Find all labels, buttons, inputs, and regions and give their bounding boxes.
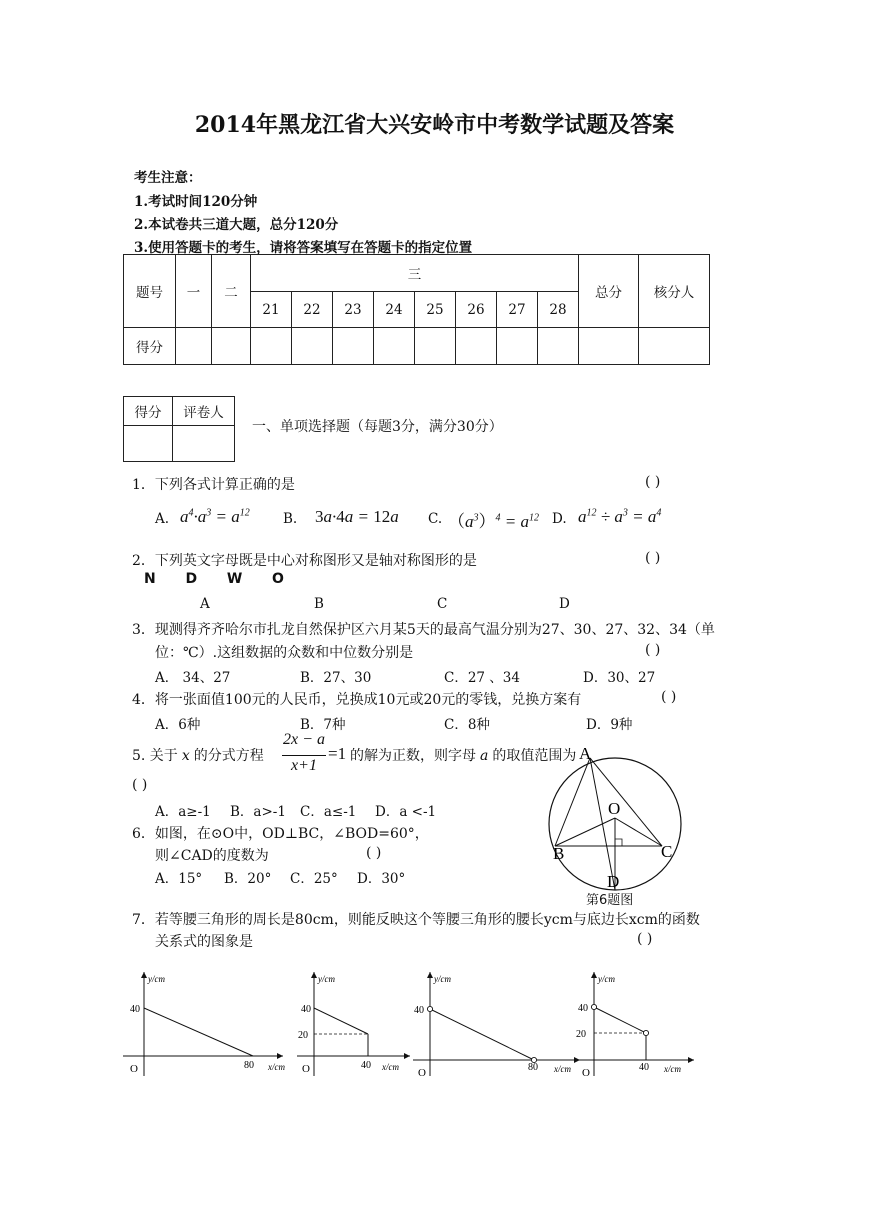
score-table-col-1: 一	[176, 255, 212, 328]
grader-name-cell	[173, 426, 235, 462]
score-cell	[456, 328, 497, 365]
label-d: D	[607, 872, 620, 891]
q3-option-a: A． 34、27	[155, 670, 231, 686]
score-cell	[538, 328, 579, 365]
label-b: B	[553, 844, 565, 863]
q5-equals: =1	[328, 744, 347, 763]
q6-option-c: C．25°	[290, 871, 338, 887]
score-table-col-3: 三	[251, 255, 579, 292]
x-axis-label: x/cm	[554, 1064, 571, 1074]
q2-answer-paren: ( )	[645, 550, 661, 566]
x-axis-label: x/cm	[268, 1062, 285, 1072]
score-cell	[333, 328, 374, 365]
score-table-checker: 核分人	[639, 255, 710, 328]
q4-option-d: D．9种	[586, 717, 633, 733]
score-table	[123, 254, 710, 365]
score-cell	[374, 328, 415, 365]
score-table-sub-25: 25	[415, 292, 456, 328]
x-axis-arrow	[277, 1053, 283, 1059]
q6-option-b: B．20°	[224, 871, 272, 887]
q2-option-d: D	[559, 596, 570, 612]
x-axis-arrow	[688, 1057, 694, 1063]
q7-graph-b	[292, 968, 412, 1078]
q5-stem-post	[350, 745, 576, 765]
notice-heading: 考生注意：	[134, 170, 202, 186]
open-point-start	[591, 1004, 596, 1009]
label-a: A	[579, 744, 592, 763]
q7-answer-paren: ( )	[637, 931, 653, 947]
q5-var-x: x	[181, 748, 190, 764]
score-table-sub-21: 21	[251, 292, 292, 328]
q6-figure-caption: 第6题图	[586, 893, 634, 908]
q4-stem: 4．将一张面值100元的人民币，兑换成10元或20元的零钱，兑换方案有	[132, 692, 582, 708]
q5-option-a: A．a≥-1	[155, 804, 211, 820]
tick-80: 80	[244, 1060, 254, 1071]
tick-40: 40	[301, 1004, 311, 1015]
segment-ab	[555, 758, 590, 846]
notice-item-2: 2.本试卷共三道大题，总分120分	[134, 217, 339, 233]
q5-pre: 5. 关于	[132, 748, 178, 764]
q6-line-2: 则∠CAD的度数为	[155, 848, 269, 864]
score-table-sub-27: 27	[497, 292, 538, 328]
graph-line	[144, 1008, 253, 1056]
q4-option-a: A．6种	[155, 717, 201, 733]
y-axis-label: y/cm	[598, 974, 615, 984]
q1-stem: 1．下列各式计算正确的是	[132, 477, 295, 493]
tick-80: 80	[528, 1062, 538, 1073]
q5-fraction-denominator: x+1	[291, 757, 317, 774]
q7-graph-a	[118, 968, 288, 1078]
tick-x-40: 40	[361, 1060, 371, 1071]
q5-var-a: a	[480, 748, 489, 764]
q3-answer-paren: ( )	[645, 642, 661, 658]
open-point-start	[427, 1006, 432, 1011]
score-cell	[212, 328, 251, 365]
segment-ac	[590, 758, 662, 846]
tick-20: 20	[298, 1030, 308, 1041]
q1-option-c-expr: $(a^3)^4 = a^{12}$	[448, 512, 539, 531]
tick-x-40: 40	[639, 1062, 649, 1073]
y-axis-label: y/cm	[434, 974, 451, 984]
score-table-sub-23: 23	[333, 292, 374, 328]
q7-line-2: 关系式的图象是	[155, 934, 253, 950]
score-cell	[639, 328, 710, 365]
q1-answer-paren: ( )	[645, 474, 661, 490]
grader-score-cell	[124, 426, 173, 462]
q1-option-c-label: C.	[428, 511, 443, 527]
y-axis-arrow	[427, 972, 433, 978]
notice-item-1: 1.考试时间120分钟	[134, 194, 258, 210]
graph-line	[594, 1007, 646, 1033]
score-cell	[497, 328, 538, 365]
q3-line-1: 3．现测得齐齐哈尔市扎龙自然保护区六月某5天的最高气温分别为27、30、27、32、34（单	[132, 622, 715, 638]
q7-graph-d	[572, 968, 697, 1078]
y-axis-arrow	[311, 972, 317, 978]
score-table-sub-22: 22	[292, 292, 333, 328]
graph-line	[314, 1008, 368, 1034]
q4-option-b: B．7种	[300, 717, 346, 733]
y-axis-arrow	[591, 972, 597, 978]
score-table-sub-24: 24	[374, 292, 415, 328]
page-title: 2014年黑龙江省大兴安岭市中考数学试题及答案	[194, 112, 675, 138]
q2-letters: N D W O	[144, 571, 284, 587]
tick-40: 40	[414, 1005, 424, 1016]
q7-line-1: 7．若等腰三角形的周长是80cm，则能反映这个等腰三角形的腰长ycm与底边长xcm的函数	[132, 912, 700, 928]
score-table-total: 总分	[579, 255, 639, 328]
q5-option-b: B．a>-1	[230, 804, 286, 820]
q1-option-b-expr: 3a·4a = 12a	[315, 507, 399, 526]
score-cell	[176, 328, 212, 365]
q6-circle-figure	[545, 740, 695, 910]
q4-answer-paren: ( )	[661, 689, 677, 705]
grader-name-label: 评卷人	[173, 397, 235, 426]
q2-option-b: B	[314, 596, 324, 612]
q1-option-a-expr: $a^4\cdot a^3 = a^{12}$	[180, 507, 250, 526]
q2-option-c: C	[437, 596, 448, 612]
q3-option-d: D．30、27	[583, 670, 656, 686]
origin-label: O	[582, 1067, 590, 1078]
y-axis-arrow	[141, 972, 147, 978]
q5-answer-paren: ( )	[132, 777, 148, 793]
q3-option-b: B．27、30	[300, 670, 372, 686]
q1-option-d-label: D.	[552, 511, 567, 527]
y-axis-label: y/cm	[148, 974, 165, 984]
label-o: O	[608, 799, 621, 818]
q2-option-a: A	[200, 596, 210, 612]
q6-answer-paren: ( )	[366, 845, 382, 861]
right-angle-mark	[615, 839, 622, 846]
q7-graph-c	[408, 968, 583, 1078]
graph-line	[430, 1009, 534, 1060]
q2-stem: 2．下列英文字母既是中心对称图形又是轴对称图形的是	[132, 553, 477, 569]
score-table-header: 题号	[124, 255, 176, 328]
origin-label: O	[130, 1063, 138, 1075]
q5-option-d: D．a <-1	[375, 804, 437, 820]
q5-post: 的解为正数，则字母	[350, 748, 476, 764]
q5-fraction-bar	[282, 755, 326, 756]
q1-option-b-label: B.	[283, 511, 298, 527]
q6-option-a: A．15°	[155, 871, 203, 887]
tick-20: 20	[576, 1029, 586, 1040]
q5-fraction-numerator: 2x − a	[283, 731, 325, 748]
score-table-score-label: 得分	[124, 328, 176, 365]
score-cell	[579, 328, 639, 365]
score-cell	[292, 328, 333, 365]
grader-score-label: 得分	[124, 397, 173, 426]
q3-option-c: C．27 、34	[444, 670, 520, 686]
score-table-sub-26: 26	[456, 292, 497, 328]
q5-option-c: C．a≤-1	[300, 804, 357, 820]
q5-mid: 的分式方程	[193, 748, 264, 764]
tick-40: 40	[130, 1004, 140, 1015]
score-table-sub-28: 28	[538, 292, 579, 328]
q1-option-a-label: A.	[155, 511, 170, 527]
origin-label: O	[302, 1063, 310, 1075]
q5-stem-pre	[132, 745, 264, 765]
grader-box	[123, 396, 235, 462]
label-c: C	[661, 842, 673, 861]
x-axis-label: x/cm	[382, 1062, 399, 1072]
x-axis-label: x/cm	[664, 1064, 681, 1074]
q6-option-d: D．30°	[357, 871, 406, 887]
score-table-col-2: 二	[212, 255, 251, 328]
q1-option-d-expr: $a^{12} \div a^3 = a^4$	[578, 507, 662, 526]
score-cell	[251, 328, 292, 365]
section-title: 一、单项选择题（每题3分，满分30分）	[252, 419, 503, 435]
q4-option-c: C．8种	[444, 717, 490, 733]
tick-40: 40	[578, 1003, 588, 1014]
notice-item-3: 3.使用答题卡的考生，请将答案填写在答题卡的指定位置	[134, 240, 473, 256]
y-axis-label: y/cm	[318, 974, 335, 984]
open-point-end	[643, 1030, 648, 1035]
origin-label: O	[418, 1067, 426, 1078]
q3-line-2: 位：℃）.这组数据的众数和中位数分别是	[155, 645, 414, 661]
q5-post2: 的取值范围为	[492, 748, 577, 764]
score-cell	[415, 328, 456, 365]
q6-line-1: 6．如图，在⊙O中，OD⊥BC，∠BOD=60°，	[132, 826, 429, 842]
